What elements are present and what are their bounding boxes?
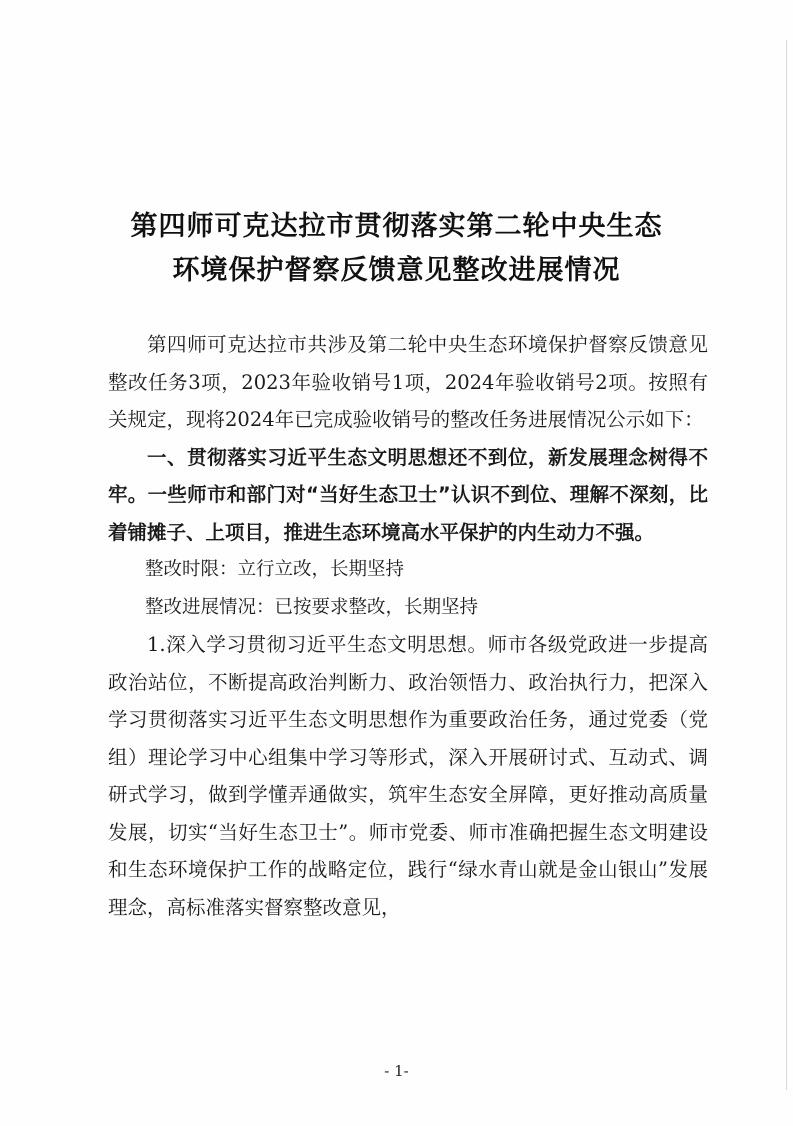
document-title-line2: 环境保护督察反馈意见整改进展情况 bbox=[172, 255, 621, 286]
page-number: - 1- bbox=[384, 1062, 409, 1080]
document-title-line1: 第四师可克达拉市贯彻落实第二轮中央生态 bbox=[130, 211, 663, 242]
progress-line: 整改进展情况：已按要求整改，长期坚持 bbox=[145, 596, 479, 618]
intro-paragraph: 第四师可克达拉市共涉及第二轮中央生态环境保护督察反馈意见整改任务3项，2023年验收销号1项，2024年验收销号2项。按照有关规定，现将2024年已完成验收销号的整改任务进展情况公示如下： bbox=[108, 333, 708, 431]
issue-heading: 一、贯彻落实习近平生态文明思想还不到位，新发展理念树得不牢。一些师市和部门对“当好生态卫士”认识不到位、理解不深刻，比着铺摊子、上项目，推进生态环境高水平保护的内生动力不强。 bbox=[108, 445, 708, 544]
deadline-line: 整改时限：立行立改，长期坚持 bbox=[145, 559, 405, 580]
item1-paragraph: 1.深入学习贯彻习近平生态文明思想。师市各级党政进一步提高政治站位，不断提高政治判断力、政治领悟力、政治执行力，把深入学习贯彻落实习近平生态文明思想作为重要政治任务，通过党委（党组）理论学习中心组集中学习等形式，深入开展研讨式、互动式、调研式学习，做到学懂弄通做实，筑牢生态安全屏障，更好推动高质量发展，切实“当好生态卫士”。师市党委、师市准确把握生态文明建设和生态环境保护工作的战略定位，践行“绿水青山就是金山银山”发展理念，高标准落实督察整改意见， bbox=[108, 633, 708, 919]
scan-edge bbox=[786, 40, 787, 1090]
document-body bbox=[108, 326, 708, 926]
